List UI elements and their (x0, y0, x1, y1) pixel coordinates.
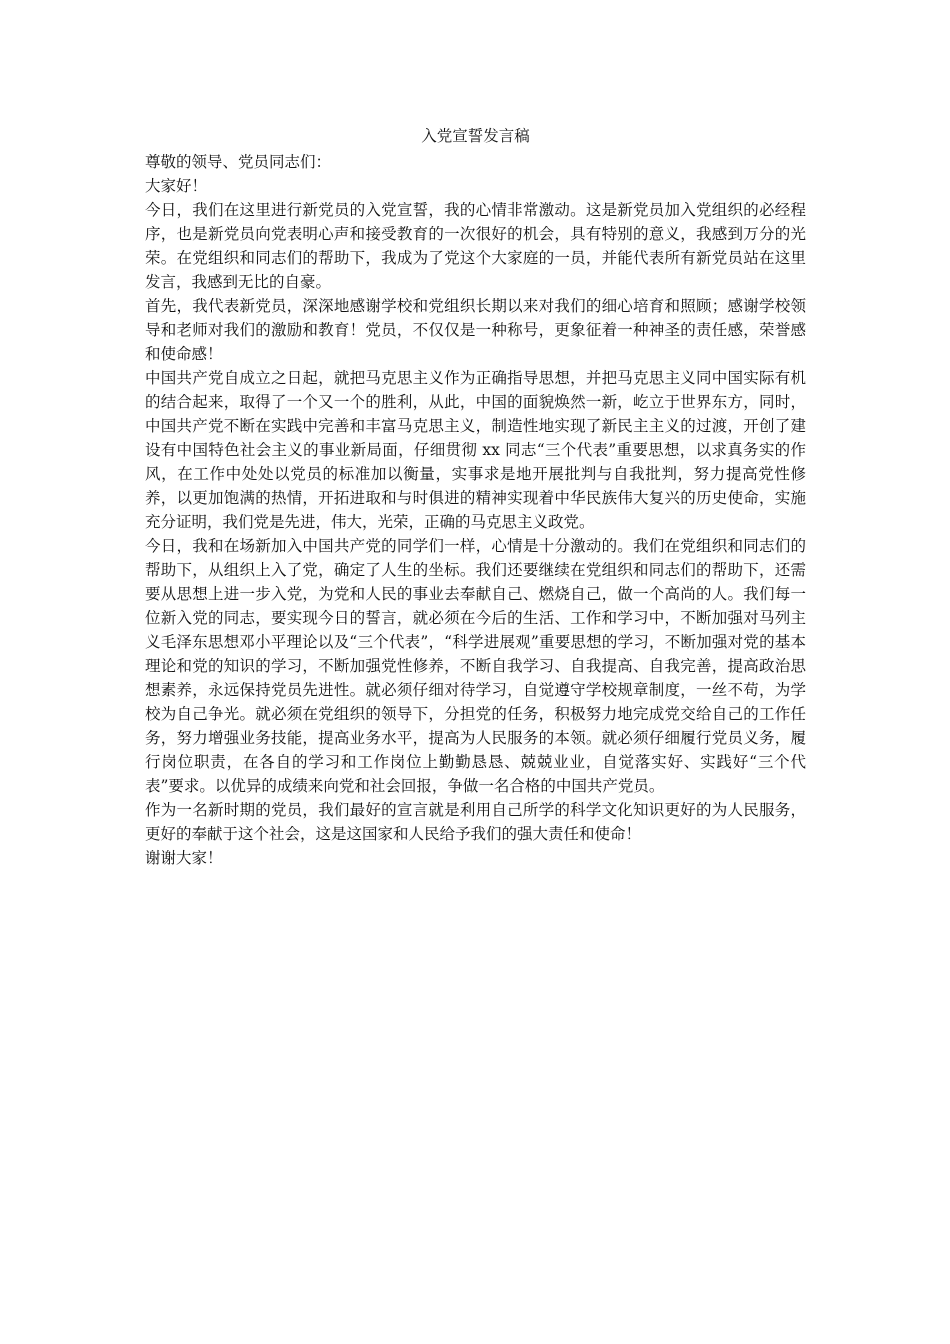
document-body (145, 124, 806, 870)
paragraph-1: 今日，我们在这里进行新党员的入党宣誓，我的心情非常激动。这是新党员加入党组织的必经程序，也是新党员向党表明心声和接受教育的一次很好的机会，具有特别的意义，我感到万分的光荣。在党组织和同志们的帮助下，我成为了党这个大家庭的一员，并能代表所有新党员站在这里发言，我感到无比的自豪。 (145, 201, 806, 291)
closing: 谢谢大家！ (145, 849, 223, 867)
greeting: 大家好！ (145, 177, 208, 195)
document-title: 入党宣誓发言稿 (421, 127, 530, 145)
paragraph-3: 中国共产党自成立之日起，就把马克思主义作为正确指导思想，并把马克思主义同中国实际有机的结合起来，取得了一个又一个的胜利，从此，中国的面貌焕然一新，屹立于世界东方，同时，中国共产党不断在实践中完善和丰富马克思主义，制造性地实现了新民主主义的过渡，开创了建设有中国特色社会主义的事业新局面，仔细贯彻 xx 同志“三个代表”重要思想，以求真务实的作风，在工作中处处以党员的标准加以衡量，实事求是地开展批判与自我批判，努力提高党性修养，以更加饱满的热情，开拓进取和与时俱进的精神实现着中华民族伟大复兴的历史使命，实施充分证明，我们党是先进，伟大，光荣，正确的马克思主义政党。 (145, 369, 806, 531)
salutation: 尊敬的领导、党员同志们： (145, 153, 332, 171)
paragraph-5: 作为一名新时期的党员，我们最好的宣言就是利用自己所学的科学文化知识更好的为人民服务，更好的奉献于这个社会，这是这国家和人民给予我们的强大责任和使命！ (145, 801, 806, 843)
paragraph-2: 首先，我代表新党员，深深地感谢学校和党组织长期以来对我们的细心培育和照顾；感谢学校领导和老师对我们的激励和教育！党员，不仅仅是一种称号，更象征着一种神圣的责任感，荣誉感和使命感！ (145, 297, 806, 363)
paragraph-4: 今日，我和在场新加入中国共产党的同学们一样，心情是十分激动的。我们在党组织和同志们的帮助下，从组织上入了党，确定了人生的坐标。我们还要继续在党组织和同志们的帮助下，还需要从思想上进一步入党，为党和人民的事业去奉献自己、燃烧自己，做一个高尚的人。我们每一位新入党的同志，要实现今日的誓言，就必须在今后的生活、工作和学习中，不断加强对马列主义毛泽东思想邓小平理论以及“三个代表”，“科学进展观”重要思想的学习，不断加强对党的基本理论和党的知识的学习，不断加强党性修养，不断自我学习、自我提高、自我完善，提高政治思想素养，永远保持党员先进性。就必须仔细对待学习，自觉遵守学校规章制度，一丝不苟，为学校为自己争光。就必须在党组织的领导下，分担党的任务，积极努力地完成党交给自己的工作任务，努力增强业务技能，提高业务水平，提高为人民服务的本领。就必须仔细履行党员义务，履行岗位职责，在各自的学习和工作岗位上勤勤恳恳、兢兢业业，自觉落实好、实践好“三个代表”要求。以优异的成绩来向党和社会回报，争做一名合格的中国共产党员。 (145, 537, 806, 795)
